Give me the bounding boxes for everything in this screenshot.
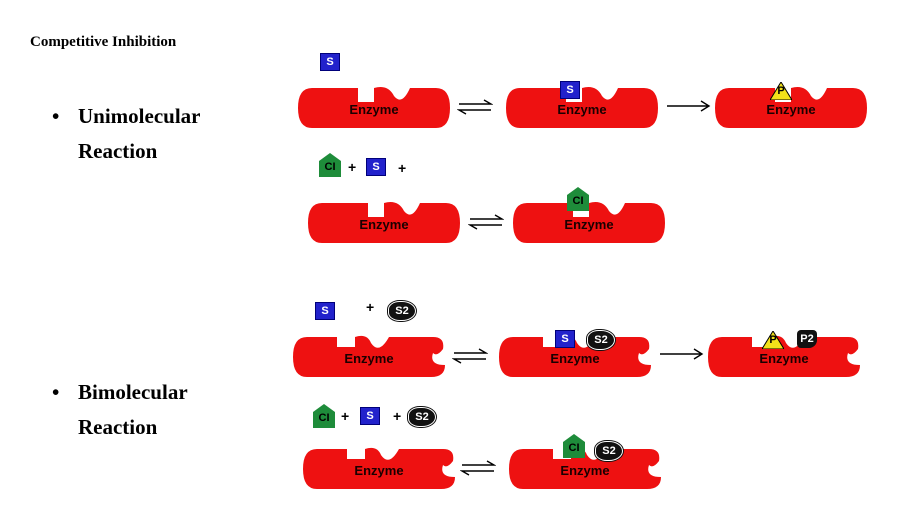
substrate2-icon: S2 [595,441,623,461]
bullet-text-line2: Reaction [78,139,158,163]
enzyme-label: Enzyme [359,217,409,232]
bullet-bimolecular [52,375,188,445]
enzyme-label: Enzyme [349,102,399,117]
inhibitor-label: CI [318,412,330,424]
product-label: P [777,85,785,97]
forward-arrow [665,99,711,118]
enzyme [303,443,455,493]
inhibitor-icon [319,153,341,177]
plus-sign: + [398,160,407,176]
substrate2-icon: S2 [388,301,416,321]
inhibitor-label: CI [572,195,584,207]
inhibitor-label: CI [568,442,580,454]
enzyme [308,197,460,247]
substrate-icon: S [320,53,340,71]
plus-sign: + [341,408,350,424]
equilibrium-arrow [460,460,496,481]
substrate-icon: S [366,158,386,176]
bullet-text-line1: Bimolecular [78,380,188,404]
inhibitor-icon [567,187,589,211]
bullet-text-line1: Unimolecular [78,104,201,128]
substrate-icon: S [560,81,580,99]
forward-arrow [658,347,704,366]
substrate-icon: S [555,330,575,348]
bullet-text-line2: Reaction [78,415,158,439]
product-label: P [769,334,777,346]
product2-icon: P2 [797,330,817,348]
plus-sign: + [366,299,375,315]
enzyme [513,197,665,247]
bullet-unimolecular [52,99,200,169]
enzyme-label: Enzyme [759,351,809,366]
enzyme-label: Enzyme [564,217,614,232]
enzyme [298,82,450,132]
bullet-marker: • [52,380,60,404]
enzyme [506,82,658,132]
substrate2-icon: S2 [587,330,615,350]
enzyme-label: Enzyme [344,351,394,366]
reaction-diagram [288,42,910,500]
substrate-icon: S [315,302,335,320]
enzyme-label: Enzyme [766,102,816,117]
enzyme [499,331,651,381]
inhibitor-icon [563,434,585,458]
enzyme [509,443,661,493]
enzyme [708,331,860,381]
enzyme [293,331,445,381]
plus-sign: + [348,159,357,175]
substrate2-icon: S2 [408,407,436,427]
inhibitor-label: CI [324,161,336,173]
enzyme-label: Enzyme [354,463,404,478]
equilibrium-arrow [457,99,493,120]
enzyme-label: Enzyme [550,351,600,366]
equilibrium-arrow [452,348,488,369]
enzyme-label: Enzyme [557,102,607,117]
inhibitor-icon [313,404,335,428]
product-icon [762,331,784,349]
product-icon [770,82,792,100]
equilibrium-arrow [468,214,504,235]
bullet-marker: • [52,104,60,128]
substrate-icon: S [360,407,380,425]
enzyme-label: Enzyme [560,463,610,478]
plus-sign: + [393,408,402,424]
slide-title: Competitive Inhibition [30,34,177,50]
